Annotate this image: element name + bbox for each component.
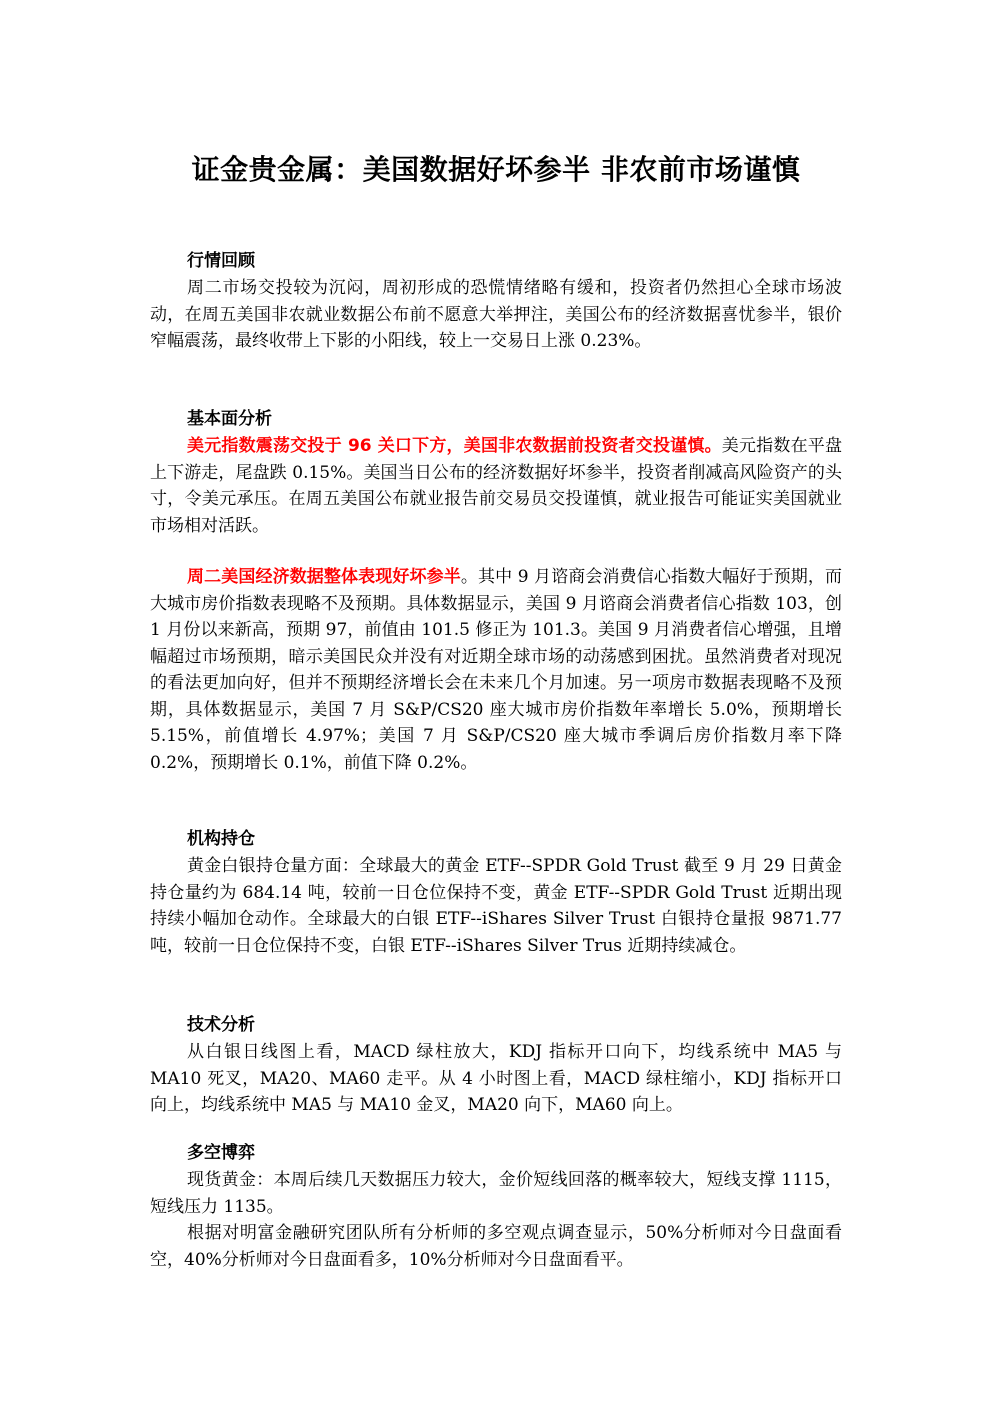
section-heading-technical-analysis: 技术分析	[187, 1015, 255, 1035]
highlight-lead-data: 周二美国经济数据整体表现好坏参半	[187, 567, 461, 587]
section-heading-bull-bear: 多空博弈	[187, 1143, 255, 1163]
paragraph-fundamental-usd	[150, 433, 842, 539]
section-heading-market-review: 行情回顾	[187, 251, 255, 271]
section-heading-fundamental-analysis: 基本面分析	[187, 409, 272, 429]
paragraph-text-usd: 美元指数在平盘上下游走，尾盘跌 0.15%。美国当日公布的经济数据好坏参半，投资者削减高风险资产的头寸，令美元承压。在周五美国公布就业报告前交易员交投谨慎，就业报告可能证实美国就业市场相对活跃。	[150, 436, 842, 536]
highlight-lead-usd: 美元指数震荡交投于 96 关口下方，美国非农数据前投资者交投谨慎。	[187, 436, 722, 456]
section-fundamental-data	[150, 564, 842, 776]
section-bull-bear	[150, 1140, 842, 1273]
section-fundamental-analysis	[150, 406, 842, 539]
document-page	[150, 0, 842, 1403]
paragraph-institutional-holdings: 黄金白银持仓量方面：全球最大的黄金 ETF--SPDR Gold Trust 截至 9 月 29 日黄金持仓量约为 684.14 吨，较前一日仓位保持不变，黄金 ETF--SPDR Gold Trust 近期出现持续小幅加仓动作。全球最大的白银 ETF--iShares Silver Trust 白银持仓量报 9871.77 吨，较前一日仓位保持不变，白银 ETF--iShares Silver Trus 近期持续减仓。	[150, 856, 842, 956]
paragraph-text-data: 。其中 9 月谘商会消费信心指数大幅好于预期，而大城市房价指数表现略不及预期。具体数据显示，美国 9 月谘商会消费者信心指数 103，创 1 月份以来新高，预期 97，前值由 101.5 修正为 101.3。美国 9 月消费者信心增强，且增幅超过市场预期，暗示美国民众并没有对近期全球市场的动荡感到困扰。虽然消费者对现况的看法更加向好，但并不预期经济增长会在未来几个月加速。另一项房市数据表现略不及预期，具体数据显示，美国 7 月 S&P/CS20 座大城市房价指数年率增长 5.0%，预期增长 5.15%，前值增长 4.97%；美国 7 月 S&P/CS20 座大城市季调后房价指数月率下降 0.2%，预期增长 0.1%，前值下降 0.2%。	[150, 567, 842, 773]
section-technical-analysis	[150, 1012, 842, 1119]
section-institutional-holdings	[150, 826, 842, 959]
paragraph-fundamental-data	[150, 564, 842, 776]
paragraph-market-review: 周二市场交投较为沉闷，周初形成的恐慌情绪略有缓和，投资者仍然担心全球市场波动，在周五美国非农就业数据公布前不愿意大举押注，美国公布的经济数据喜忧参半，银价窄幅震荡，最终收带上下影的小阳线，较上一交易日上涨 0.23%。	[150, 278, 842, 351]
paragraph-analyst-survey: 根据对明富金融研究团队所有分析师的多空观点调查显示，50%分析师对今日盘面看空，40%分析师对今日盘面看多，10%分析师对今日盘面看平。	[150, 1223, 842, 1270]
document-title: 证金贵金属：美国数据好坏参半 非农前市场谨慎	[191, 153, 801, 186]
section-heading-institutional-holdings: 机构持仓	[187, 829, 255, 849]
paragraph-technical-analysis: 从白银日线图上看，MACD 绿柱放大，KDJ 指标开口向下，均线系统中 MA5 与 MA10 死叉，MA20、MA60 走平。从 4 小时图上看，MACD 绿柱缩小，KDJ 指标开口向上，均线系统中 MA5 与 MA10 金叉，MA20 向下，MA60 向上。	[150, 1042, 842, 1115]
section-market-review	[150, 248, 842, 355]
paragraph-spot-gold: 现货黄金：本周后续几天数据压力较大，金价短线回落的概率较大，短线支撑 1115，短线压力 1135。	[150, 1170, 842, 1217]
